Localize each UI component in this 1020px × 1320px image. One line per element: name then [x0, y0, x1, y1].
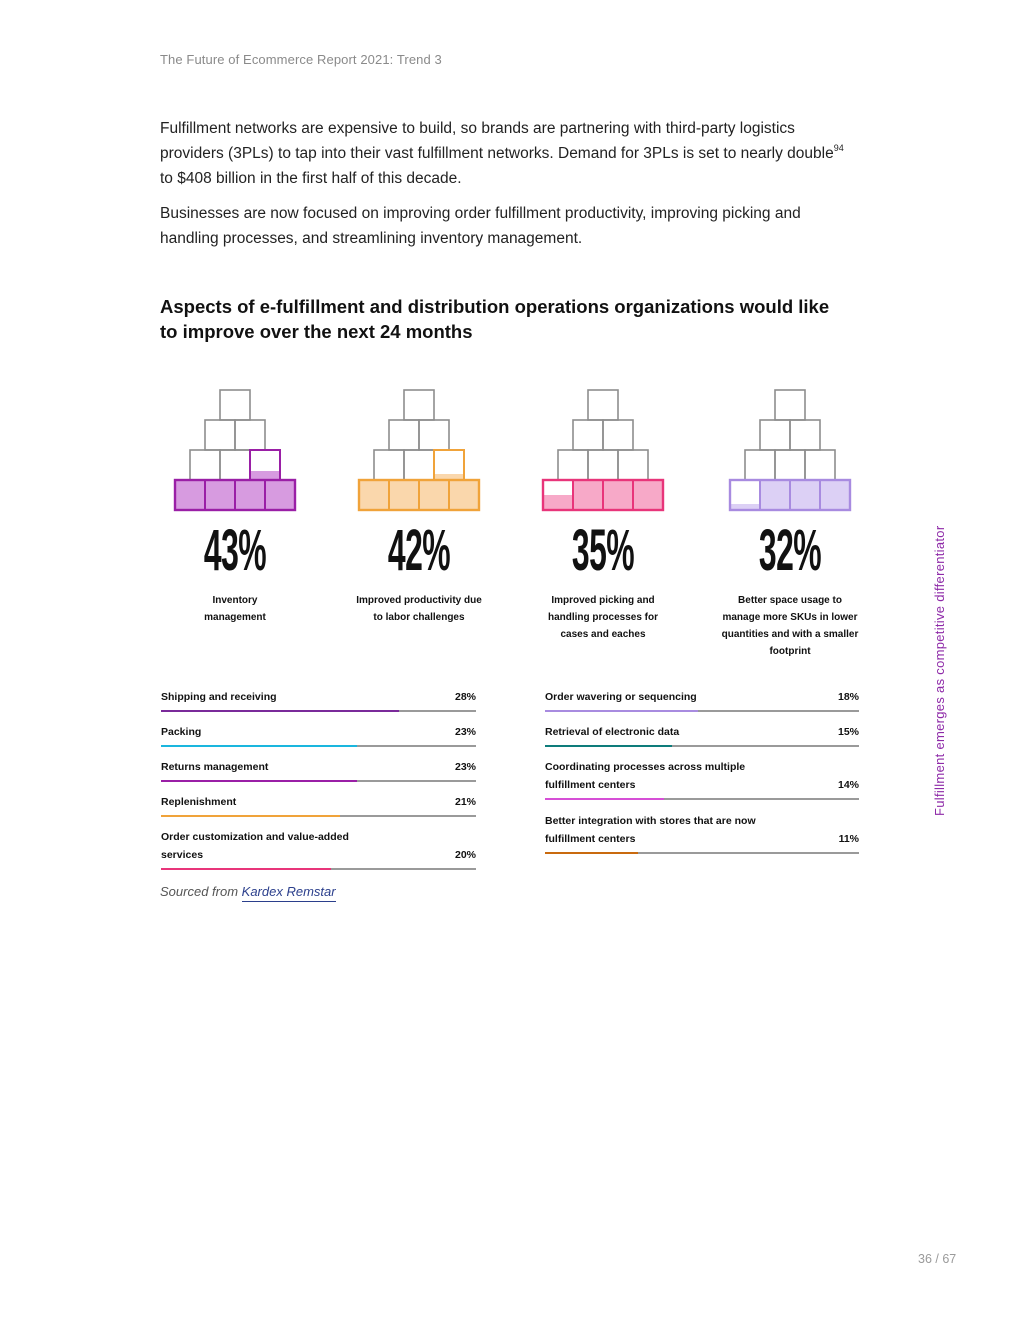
box-cell: [434, 450, 464, 480]
stat-value: 35%: [571, 518, 635, 583]
box-outline: [603, 420, 633, 450]
box-pyramid-graphic: [715, 380, 865, 520]
box-fill: [449, 480, 479, 510]
bar-label: Packing: [161, 726, 202, 738]
bar-track: [161, 868, 476, 870]
stat-card: [160, 380, 310, 623]
box-outline: [235, 420, 265, 450]
box-cell: [588, 390, 618, 420]
bar-text: [161, 688, 476, 706]
box-fill: [760, 480, 790, 510]
box-cell: [205, 420, 235, 450]
box-outline: [419, 420, 449, 450]
box-outline: [775, 450, 805, 480]
box-outline: [404, 390, 434, 420]
bar-track: [161, 815, 476, 817]
bar-track: [545, 852, 859, 854]
bar-text: [545, 812, 859, 848]
box-outline: [558, 450, 588, 480]
bar-row: [161, 688, 476, 723]
box-fill: [265, 480, 295, 510]
bar-track: [545, 745, 859, 747]
bar-row: [161, 758, 476, 793]
box-cell: [633, 480, 663, 510]
bar-text: [161, 828, 476, 864]
bar-text: [161, 793, 476, 811]
bar-track: [161, 710, 476, 712]
bar-track: [161, 745, 476, 747]
bar-value-label: 23%: [454, 761, 476, 773]
box-cell: [404, 450, 434, 480]
box-cell: [820, 480, 850, 510]
bar-value-label: 28%: [454, 691, 476, 703]
box-outline: [374, 450, 404, 480]
bar-text: [545, 723, 859, 741]
box-outline: [760, 420, 790, 450]
bar-fill: [545, 852, 638, 854]
box-outline: [790, 420, 820, 450]
bar-list-right: [545, 688, 859, 866]
bar-fill: [161, 868, 331, 870]
box-cell: [775, 450, 805, 480]
box-cell: [235, 420, 265, 450]
pictograph-stats: [160, 380, 880, 680]
bar-value-label: 20%: [454, 849, 476, 861]
box-cell: [419, 480, 449, 510]
box-fill: [790, 480, 820, 510]
source-prefix: Sourced from: [160, 884, 242, 899]
intro-paragraph-2: Businesses are now focused on improving order fulfillment productivity, improving picking and handling processes, and streamlining inventory management.: [160, 205, 801, 247]
box-cell: [790, 480, 820, 510]
stat-value: 43%: [203, 518, 267, 583]
box-fill: [419, 480, 449, 510]
box-outline: [220, 390, 250, 420]
bar-value-label: 11%: [838, 833, 859, 845]
intro-text: [160, 116, 860, 261]
box-pyramid-graphic: [160, 380, 310, 520]
page-number: 36 / 67: [918, 1252, 957, 1266]
box-cell: [775, 390, 805, 420]
box-outline: [588, 390, 618, 420]
box-cell: [588, 450, 618, 480]
bar-row: [545, 688, 859, 723]
bar-row: [545, 723, 859, 758]
stat-label: Better space usage to manage more SKUs in lower quantities and with a smaller footprint: [721, 595, 859, 657]
bar-row: [545, 812, 859, 866]
bar-text: [161, 758, 476, 776]
box-outline: [745, 450, 775, 480]
bar-label: Better integration with stores that are now fulfillment centers: [545, 815, 756, 845]
box-cell: [805, 450, 835, 480]
bar-value-label: 21%: [454, 796, 476, 808]
box-fill: [633, 480, 663, 510]
box-fill: [820, 480, 850, 510]
stat-label: Inventory management: [204, 595, 266, 623]
box-outline: [775, 390, 805, 420]
intro-p1-text: Fulfillment networks are expensive to build, so brands are partnering with third-party logistics providers (3PLs) to tap into their vast fulfillment networks. Demand for 3PLs is set to nearly double: [160, 120, 834, 162]
bar-fill: [161, 780, 357, 782]
box-cell: [449, 480, 479, 510]
bar-label: Order wavering or sequencing: [545, 691, 697, 703]
bar-label: Returns management: [161, 761, 269, 773]
box-outline: [573, 420, 603, 450]
box-cell: [205, 480, 235, 510]
box-fill: [250, 471, 280, 480]
box-outline: [190, 450, 220, 480]
box-cell: [603, 420, 633, 450]
bar-text: [161, 723, 476, 741]
box-outline: [588, 450, 618, 480]
bar-label: Coordinating processes across multiple fulfillment centers: [545, 761, 746, 791]
box-cell: [790, 420, 820, 450]
box-fill: [359, 480, 389, 510]
box-cell: [760, 480, 790, 510]
bar-label: Order customization and value-added services: [161, 831, 349, 861]
box-pyramid-graphic: [344, 380, 494, 520]
box-cell: [558, 450, 588, 480]
bar-track: [161, 780, 476, 782]
box-cell: [730, 480, 760, 510]
stat-value: 42%: [387, 518, 451, 583]
box-fill: [573, 480, 603, 510]
footnote-ref[interactable]: 94: [833, 143, 844, 153]
box-cell: [389, 420, 419, 450]
box-cell: [235, 480, 265, 510]
bar-row: [161, 723, 476, 758]
bar-fill: [161, 710, 399, 712]
box-cell: [760, 420, 790, 450]
box-cell: [374, 450, 404, 480]
box-cell: [220, 450, 250, 480]
box-outline: [618, 450, 648, 480]
box-cell: [265, 480, 295, 510]
bar-track: [545, 710, 859, 712]
bar-value-label: 18%: [837, 691, 859, 703]
bar-fill: [161, 745, 357, 747]
box-outline: [220, 450, 250, 480]
box-outline: [404, 450, 434, 480]
source-line: [160, 884, 336, 899]
box-fill: [205, 480, 235, 510]
bar-track: [545, 798, 859, 800]
box-fill: [543, 495, 573, 510]
box-cell: [543, 480, 573, 510]
bar-fill: [545, 710, 698, 712]
box-cell: [603, 480, 633, 510]
box-cell: [419, 420, 449, 450]
box-cell: [573, 480, 603, 510]
box-cell: [359, 480, 389, 510]
box-cell: [175, 480, 205, 510]
bar-label: Retrieval of electronic data: [545, 726, 680, 738]
bar-fill: [545, 798, 664, 800]
box-fill: [235, 480, 265, 510]
stat-card: [715, 380, 865, 657]
bar-row: [545, 758, 859, 812]
box-outline: [389, 420, 419, 450]
box-cell: [573, 420, 603, 450]
stat-label: Improved productivity due to labor challenges: [356, 595, 482, 623]
box-cell: [190, 450, 220, 480]
box-cell: [250, 450, 280, 480]
bar-value-label: 14%: [837, 779, 859, 791]
bar-value-label: 23%: [454, 726, 476, 738]
chart-title: Aspects of e-fulfillment and distribution operations organizations would like to improve over the next 24 months: [160, 296, 830, 342]
source-link[interactable]: Kardex Remstar: [242, 884, 336, 902]
bar-text: [545, 758, 859, 794]
stat-label: Improved picking and handling processes for cases and eaches: [547, 595, 659, 640]
bar-label: Shipping and receiving: [161, 691, 277, 703]
bar-text: [545, 688, 859, 706]
side-section-label: Fulfillment emerges as competitive differentiator: [932, 525, 947, 816]
box-cell: [220, 390, 250, 420]
stat-value: 32%: [758, 518, 822, 583]
running-head: The Future of Ecommerce Report 2021: Trend 3: [160, 52, 442, 67]
bar-fill: [545, 745, 672, 747]
stat-card: [344, 380, 494, 623]
box-outline: [205, 420, 235, 450]
bar-fill: [161, 815, 340, 817]
box-cell: [389, 480, 419, 510]
box-cell: [404, 390, 434, 420]
intro-p1-tail: to $408 billion in the first half of this decade.: [160, 170, 462, 187]
box-fill: [175, 480, 205, 510]
box-fill: [603, 480, 633, 510]
bar-value-label: 15%: [837, 726, 859, 738]
bar-row: [161, 828, 476, 882]
bar-row: [161, 793, 476, 828]
box-cell: [745, 450, 775, 480]
bar-label: Replenishment: [161, 796, 237, 808]
bar-list-left: [161, 688, 476, 882]
box-fill: [389, 480, 419, 510]
stat-card: [528, 380, 678, 640]
box-cell: [618, 450, 648, 480]
box-pyramid-graphic: [528, 380, 678, 520]
intro-paragraph-1: [160, 116, 860, 191]
box-outline: [805, 450, 835, 480]
